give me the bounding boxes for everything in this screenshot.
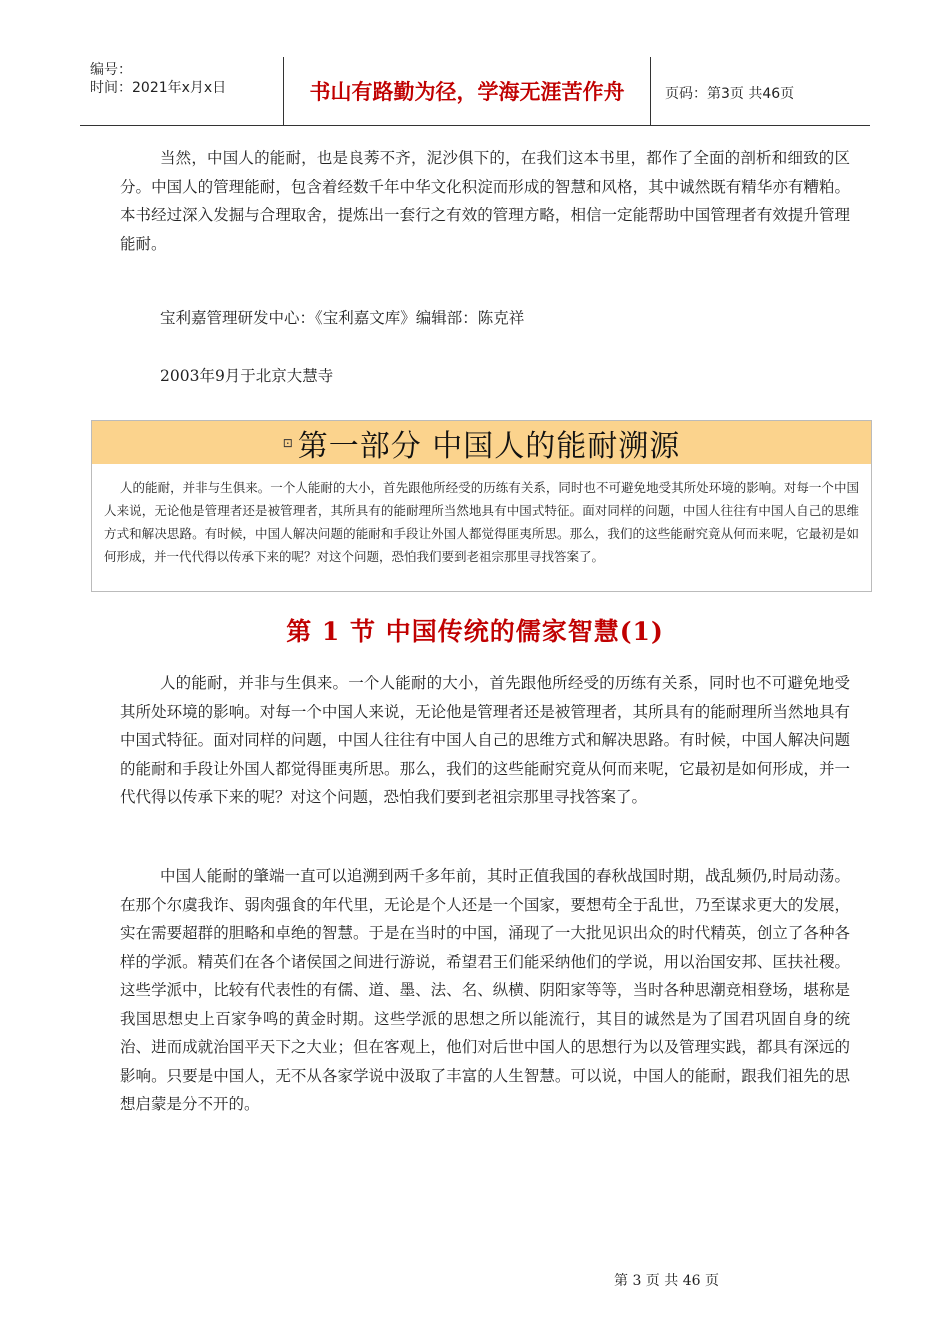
section-paragraph-1: 人的能耐，并非与生俱来。一个人能耐的大小，首先跟他所经受的历练有关系，同时也不可避免地受其所处环境的影响。对每一个中国人来说，无论他是管理者还是被管理者，其所具有的能耐理所当然地具有中国式特征。面对同样的问题，中国人往往有中国人自己的思维方式和解决思路。有时候，中国人解决问题的能耐和手段让外国人都觉得匪夷所思。那么，我们的这些能耐究竟从何而来呢，它最初是如何形成，并一代代得以传承下来的呢？对这个问题，恐怕我们要到老祖宗那里寻找答案了。 [120,674,850,806]
part-summary: 人的能耐，并非与生俱来。一个人能耐的大小，首先跟他所经受的历练有关系，同时也不可避免地受其所处环境的影响。对每一个中国人来说，无论他是管理者还是被管理者，其所具有的能耐理所当然地具有中国式特征。面对同样的问题，中国人往往有中国人自己的思维方式和解决思路。有时候，中国人解决问题的能耐和手段让外国人都觉得匪夷所思。那么，我们的这些能耐究竟从何而来呢，它最初是如何形成，并一代代得以传承下来的呢？对这个问题，恐怕我们要到老祖宗那里寻找答案了。 [104,480,859,564]
intro-date-place: 2003年9月于北京大慧寺 [160,367,334,385]
intro-paragraph: 当然，中国人的能耐，也是良莠不齐，泥沙俱下的，在我们这本书里，都作了全面的剖析和细致的区分。中国人的管理能耐，包含着经数千年中华文化积淀而形成的智慧和风格，其中诚然既有精华亦有糟粕。本书经过深入发掘与合理取舍，提炼出一套行之有效的管理方略，相信一定能帮助中国管理者有效提升管理能耐。 [120,149,850,253]
page-footer: 第 3 页 共 46 页 [614,1273,719,1289]
part-title: 第一部分 中国人的能耐溯源 [297,428,681,464]
intro-signature: 宝利嘉管理研发中心：《宝利嘉文库》编辑部：陈克祥 [160,309,525,327]
header-date-label: 时间：2021年x月x日 [90,80,227,96]
section-paragraph-2: 中国人能耐的肇端一直可以追溯到两千多年前，其时正值我国的春秋战国时期，战乱频仍,时局动荡。在那个尔虞我诈、弱肉强食的年代里，无论是个人还是一个国家，要想苟全于乱世，乃至谋求更大的发展，实在需要超群的胆略和卓绝的智慧。于是在当时的中国，涌现了一大批见识出众的时代精英，创立了各种各样的学派。精英们在各个诸侯国之间进行游说，希望君王们能采纳他们的学说，用以治国安邦、匡扶社稷。这些学派中，比较有代表性的有儒、道、墨、法、名、纵横、阴阳家等等，当时各种思潮竞相登场，堪称是我国思想史上百家争鸣的黄金时期。这些学派的思想之所以能流行，其目的诚然是为了国君巩固自身的统治、进而成就治国平天下之大业；但在客观上，他们对后世中国人的思想行为以及管理实践，都具有深远的影响。只要是中国人，无不从各家学说中汲取了丰富的人生智慧。可以说，中国人的能耐，跟我们祖先的思想启蒙是分不开的。 [120,867,850,1113]
part-summary-box [91,420,872,592]
section-title: 第 1 节 中国传统的儒家智慧(1) [286,617,664,646]
header-meta [90,61,226,97]
part-title-bar [92,421,871,464]
document-icon: ⊡ [282,435,294,450]
header-motto: 书山有路勤为径，学海无涯苦作舟 [283,57,651,125]
header-page-info: 页码：第3页 共46页 [665,86,795,102]
header-number-label: 编号： [90,62,132,78]
page-header [80,57,870,126]
